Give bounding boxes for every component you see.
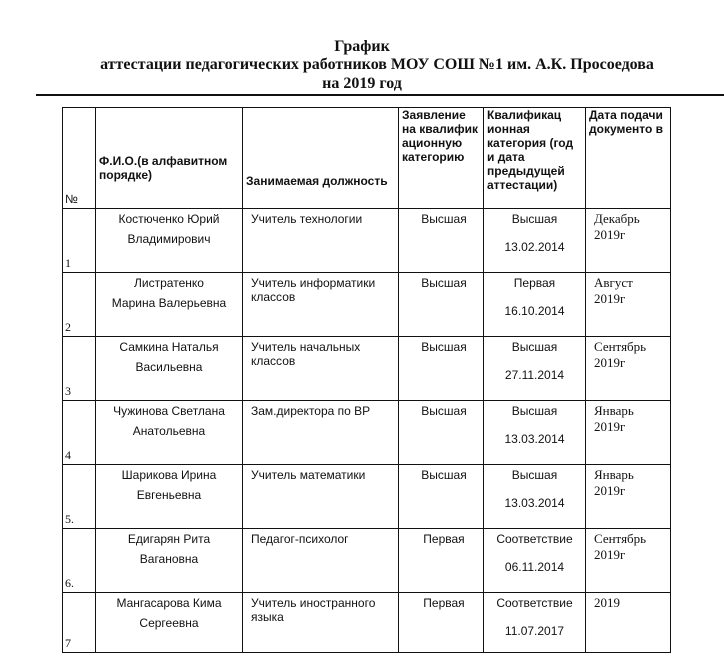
row-category-value: Высшая	[511, 404, 558, 418]
row-application: Высшая	[399, 465, 484, 529]
row-application: Высшая	[399, 209, 484, 273]
row-name	[96, 209, 243, 273]
row-due-year: 2019г	[594, 355, 626, 370]
row-due-date	[586, 209, 671, 273]
row-category	[484, 529, 586, 593]
header-fio: Ф.И.О.(в алфавитном порядке)	[96, 108, 243, 209]
document-subtitle: аттестации педагогических работников МОУ СОШ №1 им. А.К. Просоедова	[100, 56, 654, 73]
row-due-year: 2019г	[594, 483, 626, 498]
row-category-value: Высшая	[511, 340, 558, 354]
row-category-value: Соответствие	[496, 532, 573, 546]
row-due-month: Январь	[594, 403, 634, 418]
table-row	[63, 465, 671, 529]
row-position: Учитель начальных классов	[243, 337, 399, 401]
row-category-date: 11.07.2017	[504, 624, 565, 638]
row-name-line2: Васильевна	[135, 360, 203, 374]
row-name	[96, 337, 243, 401]
row-due-date	[586, 593, 671, 653]
row-name-line1: Самкина Наталья	[119, 340, 219, 354]
attestation-table	[62, 107, 671, 653]
row-category-value: Высшая	[511, 468, 558, 482]
row-category-value: Соответствие	[496, 596, 573, 610]
row-name	[96, 401, 243, 465]
table-row	[63, 209, 671, 273]
row-category	[484, 593, 586, 653]
row-category-date: 13.03.2014	[504, 496, 565, 510]
table-row	[63, 593, 671, 653]
row-position: Педагог-психолог	[243, 529, 399, 593]
row-category-date: 13.02.2014	[504, 240, 565, 254]
table-row	[63, 337, 671, 401]
title-underline	[36, 94, 724, 96]
row-due-date	[586, 401, 671, 465]
table-row	[63, 273, 671, 337]
row-due-year: 2019г	[594, 291, 626, 306]
header-application: Заявление на квалифик ационную категорию	[399, 108, 484, 209]
row-number: 2	[63, 273, 96, 337]
table-header-row	[63, 108, 671, 209]
row-name-line2: Владимирович	[127, 232, 211, 246]
row-due-year: 2019г	[594, 547, 626, 562]
row-name	[96, 529, 243, 593]
table-row	[63, 401, 671, 465]
row-name-line2: Марина Валерьевна	[111, 296, 227, 310]
row-position: Учитель математики	[243, 465, 399, 529]
row-number: 4	[63, 401, 96, 465]
row-category-date: 13.03.2014	[504, 432, 565, 446]
header-category: Квалификац ионная категория (год и дата предыдущей аттестации)	[484, 108, 586, 209]
row-category	[484, 209, 586, 273]
row-name-line2: Евгеньевна	[136, 488, 202, 502]
row-due-date	[586, 529, 671, 593]
row-category	[484, 337, 586, 401]
row-due-month: Декабрь	[594, 211, 640, 226]
row-category	[484, 465, 586, 529]
row-name-line2: Сергеевна	[139, 616, 199, 630]
row-number: 3	[63, 337, 96, 401]
row-due-month: 2019	[594, 595, 620, 610]
row-name-line2: Анатольевна	[132, 424, 206, 438]
row-application: Высшая	[399, 337, 484, 401]
row-name	[96, 273, 243, 337]
row-category-date: 27.11.2014	[504, 368, 565, 382]
row-category-value: Высшая	[511, 212, 558, 226]
row-name-line1: Мангасарова Кима	[116, 596, 222, 610]
document-year: на 2019 год	[322, 75, 402, 92]
row-position: Зам.директора по ВР	[243, 401, 399, 465]
row-due-month: Январь	[594, 467, 634, 482]
row-number: 6.	[63, 529, 96, 593]
row-name-line1: Шарикова Ирина	[121, 468, 217, 482]
row-application: Первая	[399, 593, 484, 653]
row-due-date	[586, 465, 671, 529]
header-num: №	[63, 108, 96, 209]
row-application: Высшая	[399, 273, 484, 337]
header-due-date: Дата подачи документо в	[586, 108, 671, 209]
row-category-date: 16.10.2014	[504, 304, 565, 318]
header-position: Занимаемая должность	[243, 108, 399, 209]
row-due-month: Август	[594, 275, 633, 290]
row-due-month: Сентябрь	[594, 339, 647, 354]
row-category-date: 06.11.2014	[504, 560, 565, 574]
row-category	[484, 401, 586, 465]
row-name-line2: Вагановна	[139, 552, 199, 566]
row-due-year: 2019г	[594, 419, 626, 434]
row-due-month: Сентябрь	[594, 531, 647, 546]
row-position: Учитель информатики классов	[243, 273, 399, 337]
row-name-line1: Едигарян Рита	[127, 532, 211, 546]
row-due-year: 2019г	[594, 227, 626, 242]
row-category	[484, 273, 586, 337]
row-name	[96, 465, 243, 529]
row-name	[96, 593, 243, 653]
row-position: Учитель иностранного языка	[243, 593, 399, 653]
row-application: Высшая	[399, 401, 484, 465]
row-name-line1: Листратенко	[134, 276, 204, 290]
row-number: 7	[63, 593, 96, 653]
row-number: 5.	[63, 465, 96, 529]
row-due-date	[586, 273, 671, 337]
row-category-value: Первая	[513, 276, 556, 290]
row-application: Первая	[399, 529, 484, 593]
row-name-line1: Костюченко Юрий	[118, 212, 220, 226]
row-number: 1	[63, 209, 96, 273]
row-position: Учитель технологии	[243, 209, 399, 273]
row-due-date	[586, 337, 671, 401]
row-name-line1: Чужинова Светлана	[113, 404, 225, 418]
table-row	[63, 529, 671, 593]
document-title: График	[334, 38, 390, 55]
